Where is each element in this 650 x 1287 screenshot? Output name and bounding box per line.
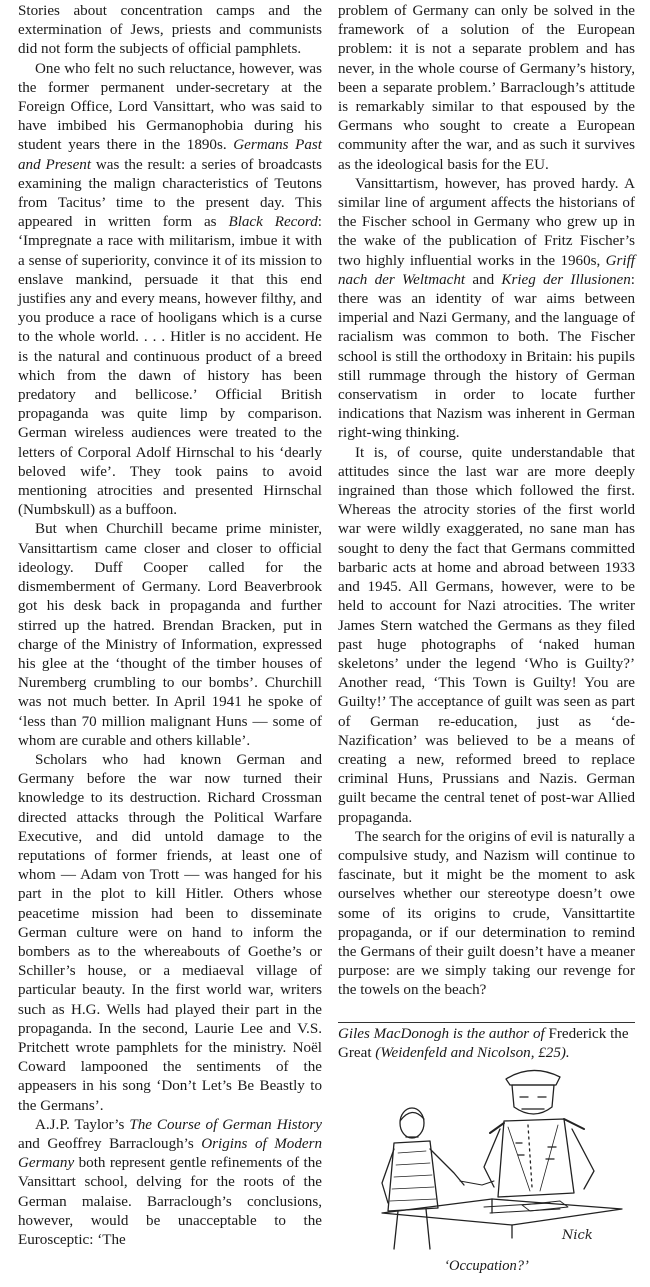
article-paragraph — [18, 60, 322, 521]
article-column-right — [338, 2, 635, 1001]
article-paragraph — [18, 2, 322, 60]
article-text: One who felt no such reluctance, however, was the former permanent under-secretary at the Foreign Office, Lord Vansittart, who was said to have imbibed his Germanophobia during his student years there in the 1890s. — [18, 60, 322, 154]
article-paragraph — [338, 828, 635, 1001]
article-title-reference: Origins of Modern Germany — [18, 1135, 323, 1172]
article-title-reference: Krieg der Illusionen — [501, 271, 631, 288]
article-paragraph — [338, 2, 635, 175]
author-note-divider — [338, 1022, 635, 1023]
cartoon-illustration — [372, 1063, 626, 1255]
author-note — [338, 1025, 635, 1063]
article-paragraph — [18, 1116, 322, 1250]
article-paragraph — [338, 175, 635, 444]
article-text: The search for the origins of evil is naturally a compulsive study, and Nazism will continue to fascinate, but it might be the moment to ask ourselves whether our stereotype doesn’t owe some of its origins to crude, Vansittartite propaganda, or if our determination to remind the Germans of their guilt doesn’t have a meaner purpose: are we simply taking our revenge for the towels on the beach? — [338, 828, 635, 999]
article-text: Stories about concentration camps and the extermination of Jews, priests and communists did not form the subjects of official pamphlets. — [18, 3, 322, 58]
article-column-left — [18, 2, 322, 1250]
officer-cap — [506, 1070, 560, 1085]
cartoon-signature: Nick — [562, 1228, 593, 1243]
article-title-reference: The Course of German History — [129, 1116, 322, 1133]
officer-face — [512, 1085, 554, 1114]
article-text: both represent gentle refinements of the Vansittart school, delving for the roots of the German malaise. Barraclough’s conclusions, however, would be unacceptable to the Eurosceptic: ‘The — [18, 1155, 322, 1248]
article-title-reference: Griff nach der Weltmacht — [338, 252, 635, 288]
article-text: Scholars who had known German and Germany before the war now turned their knowledge to its destruction. Richard Crossman directed attacks through the Political Warfare Executive, and did untold damage to the reputations of former friends, at least one of whom — Adam von Trott — was hanged for his part in the plot to kill Hitler. Others whose peacetime mission had been to disseminate German culture were on hand to inform the bombers as to the whereabouts of Goethe’s or Schiller’s house, or a mediaeval village of particular beauty. In the first world war, writers such as H.G. Wells had played their part in the propaganda. In the second, Laurie Lee and V.S. Pritchett wrote pamphlets for the ministry. Noël Coward lampooned the sentiments of the appeasers in his song ‘Don’t Let’s Be Beastly to the Germans’. — [18, 751, 322, 1114]
article-title-reference: Black Record — [228, 214, 318, 231]
article-text: and — [465, 271, 502, 288]
article-text: and Geoffrey Barraclough’s — [18, 1135, 202, 1152]
article-text: A.J.P. Taylor’s — [35, 1116, 130, 1133]
article-text: was the result: a series of broadcasts examining the malign characteristics of Teutons from Tacitus’ time to the present day. This appeared in written form as — [18, 156, 322, 231]
article-paragraph — [18, 751, 322, 1116]
author-note-publisher: (Weidenfeld and Nicolson, £25). — [371, 1045, 570, 1062]
article-text: problem of Germany can only be solved in the framework of a solution of the European problem: it is not a separate problem and has never, in the whole course of Germany’s history, been a separate problem.’ Barraclough’s attitude is remarkably similar to that espoused by the Germans who sought to create a European community after the war, and as such it survives as the ideological basis for the EU. — [338, 3, 635, 173]
author-note-text: Giles MacDonogh is the author of — [338, 1026, 549, 1042]
cartoon-caption: ‘Occupation?’ — [444, 1258, 529, 1274]
author-note-book-title: Frederick the Great — [338, 1026, 629, 1062]
article-title-reference: Germans Past and Present — [18, 137, 322, 173]
article-text: : ‘Impregnate a race with militarism, imbue it with a sense of superiority, convince it of its mission to enslave mankind, persuade it that this end justifies any and every means, however filthy, and you produce a race of hooligans which is a curse to the whole world. . . . Hitler is no accident. He is the natural and continuous product of a breed which from the dawn of history has been predatory and bellicose.’ Official British propaganda was quite limp by comparison. German wireless audiences were treated to the letters of Corporal Adolf Hirnschal to his ‘dearly beloved wife’. They took pains to avoid mentioning atrocities and presented Hirnschal (Numbskull) as a buffoon. — [18, 214, 322, 519]
article-text: : there was an identity of war aims between imperial and Nazi Germany, and the language of racialism was common to both. The Fischer school is still the orthodoxy in Britain: his pupils still rummage through the history of German conservatism in order to locate further indications that Nazism was inherent in German right-wing thinking. — [338, 271, 635, 442]
article-text: It is, of course, quite understandable that attitudes since the last war are more deeply ingrained than those which followed the first. Whereas the atrocity stories of the first world war were wildly exaggerated, no sane man has sought to deny the fact that Germans committed barbaric acts at home and abroad between 1933 and 1945. All Germans, however, were to be held to account for Nazi atrocities. The writer James Stern watched the Germans as they filed past huge photographs of ‘naked human skeletons’ under the legend ‘Who is Guilty?’ Another read, ‘This Town is Guilty! You are Guilty!’ The acceptance of guilt was seen as part of German re-education, just as ‘de-Nazification’ was believed to be a means of creating a new, reformed breed to replace criminal Huns, Prussians and Nazis. German guilt became the central tenet of post-war Allied propaganda. — [338, 444, 635, 826]
article-paragraph — [338, 444, 635, 828]
article-paragraph — [18, 520, 322, 750]
article-text: But when Churchill became prime minister, Vansittartism came closer and closer to official ideology. Duff Cooper called for the dismemberment of Germany. Lord Beaverbrook got his desk back in propaganda and further stirred up the hatred. Brendan Bracken, put in charge of the Ministry of Information, expressed his glee at the ‘thought of the timber houses of Nuremberg crumbling to our bombs’. Churchill was not much better. In April 1941 he spoke of ‘less than 70 million malignant Huns — some of whom are curable and others killable’. — [18, 521, 322, 749]
article-text: Vansittartism, however, has proved hardy. A similar line of argument affects the historians of the Fischer school in Germany who grew up in the wake of the publication of Fritz Fischer’s two highly influential works in the 1960s, — [338, 175, 635, 269]
